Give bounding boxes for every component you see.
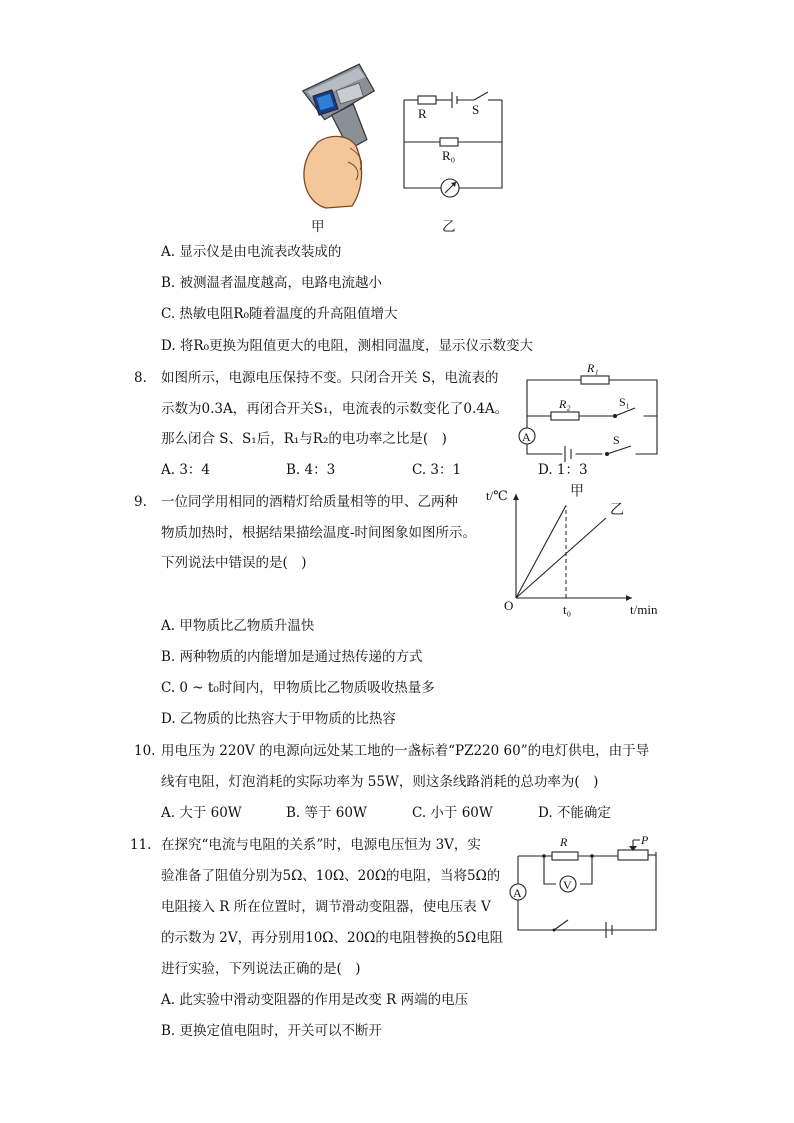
x-axis-label: t/min	[630, 602, 658, 617]
q11-voltmeter-label: V	[563, 878, 572, 892]
q7-option-b: B. 被测温者温度越高，电路电流越小	[161, 275, 383, 291]
q8-label-s1: S₁	[619, 395, 630, 409]
resistor-r	[552, 852, 578, 860]
q10-option-d: D. 不能确定	[538, 805, 611, 821]
q9-number: 9.	[134, 494, 147, 510]
q7-option-a: A. 显示仪是由电流表改装成的	[161, 244, 342, 260]
circuit-label-r: R	[418, 106, 427, 121]
q11-number: 11.	[130, 837, 152, 853]
q8-text-line2: 示数为0.3A，再闭合开关S₁，电流表的示数变化了0.4A。	[161, 401, 509, 417]
q10-text-line2: 线有电阻，灯泡消耗的实际功率为 55W，则这条线路消耗的总功率为( )	[161, 774, 599, 790]
series-label-1: 甲	[570, 484, 584, 500]
slider-rheostat	[618, 850, 648, 860]
q8-option-d: D. 1：3	[538, 462, 588, 478]
q11-ammeter-label: A	[513, 886, 522, 900]
q9-temperature-time-chart	[482, 482, 672, 622]
figure-label-yi: 乙	[442, 219, 456, 235]
q8-label-r1: R₁	[587, 361, 599, 375]
q11-text-line4: 的示数为 2V，再分别用10Ω、20Ω的电阻替换的5Ω电阻	[161, 930, 504, 946]
q8-circuit-diagram	[517, 361, 657, 456]
q11-option-b: B. 更换定值电阻时，开关可以不断开	[161, 1023, 383, 1039]
q11-text-line2: 验准备了阻值分别为5Ω、10Ω、20Ω的电阻，当将5Ω的	[161, 868, 501, 884]
q10-option-b: B. 等于 60W	[286, 805, 367, 821]
q9-option-a: A. 甲物质比乙物质升温快	[161, 618, 315, 634]
q8-option-c: C. 3：1	[412, 462, 462, 478]
q11-label-r: R	[560, 835, 568, 849]
thermometer-gun-illustration	[290, 62, 390, 212]
q8-option-a: A. 3：4	[161, 462, 211, 478]
x-axis-arrow	[626, 595, 632, 601]
t0-tick-label: t₀	[563, 602, 572, 617]
q10-option-a: A. 大于 60W	[161, 805, 242, 821]
q8-label-s: S	[613, 433, 620, 447]
q11-text-line3: 电阻接入 R 所在位置时，调节滑动变阻器，使电压表 V	[161, 899, 491, 915]
q9-text-line2: 物质加热时，根据结果描绘温度-时间图象如图所示。	[161, 525, 477, 541]
q8-ammeter-label: A	[522, 430, 531, 444]
q10-text-line1: 用电压为 220V 的电源向远处某工地的一盏标着“PZ220 60”的电灯供电，由于导	[161, 743, 650, 759]
q7-option-d: D. 将R₀更换为阻值更大的电阻，测相同温度，显示仪示数变大	[161, 338, 534, 354]
series-label-2: 乙	[610, 503, 624, 518]
circuit-label-s: S	[472, 102, 480, 117]
q8-option-b: B. 4：3	[286, 462, 336, 478]
origin-label: O	[504, 598, 514, 613]
figure-label-jia: 甲	[311, 219, 325, 235]
resistor-r	[418, 96, 436, 104]
series-line-2	[516, 518, 606, 598]
resistor-r1	[581, 376, 609, 384]
q9-option-d: D. 乙物质的比热容大于甲物质的比热容	[161, 711, 396, 727]
q8-text-line3: 那么闭合 S、S₁后，R₁与R₂的电功率之比是( )	[161, 431, 447, 447]
q11-text-line5: 进行实验，下列说法正确的是( )	[161, 961, 361, 977]
q9-option-c: C. 0 ~ t₀时间内，甲物质比乙物质吸收热量多	[161, 680, 435, 696]
q9-text-line3: 下列说法中错误的是( )	[161, 555, 307, 571]
q8-text-line1: 如图所示，电源电压保持不变。只闭合开关 S，电流表的	[161, 370, 499, 386]
q8-label-r2: R₂	[559, 397, 571, 411]
q9-text-line1: 一位同学用相同的酒精灯给质量相等的甲、乙两种	[161, 494, 458, 510]
q10-number: 10.	[134, 743, 156, 759]
q11-label-p: P	[641, 833, 649, 847]
resistor-r2	[551, 412, 579, 420]
series-line-1	[516, 506, 566, 599]
q11-text-line1: 在探究“电流与电阻的关系”时，电源电压恒为 3V，实	[161, 837, 481, 853]
circuit-diagram-yi	[400, 88, 510, 188]
q10-option-c: C. 小于 60W	[412, 805, 493, 821]
q9-option-b: B. 两种物质的内能增加是通过热传递的方式	[161, 649, 423, 665]
q8-number: 8.	[134, 370, 147, 386]
q11-circuit-diagram	[508, 832, 658, 942]
circuit-label-r0: R₀	[442, 148, 456, 163]
q11-option-a: A. 此实验中滑动变阻器的作用是改变 R 两端的电压	[161, 992, 469, 1008]
y-axis-label: t/℃	[486, 488, 508, 503]
resistor-r0	[440, 138, 458, 146]
q7-option-c: C. 热敏电阻R₀随着温度的升高阻值增大	[161, 306, 398, 322]
y-axis-arrow	[513, 494, 519, 500]
